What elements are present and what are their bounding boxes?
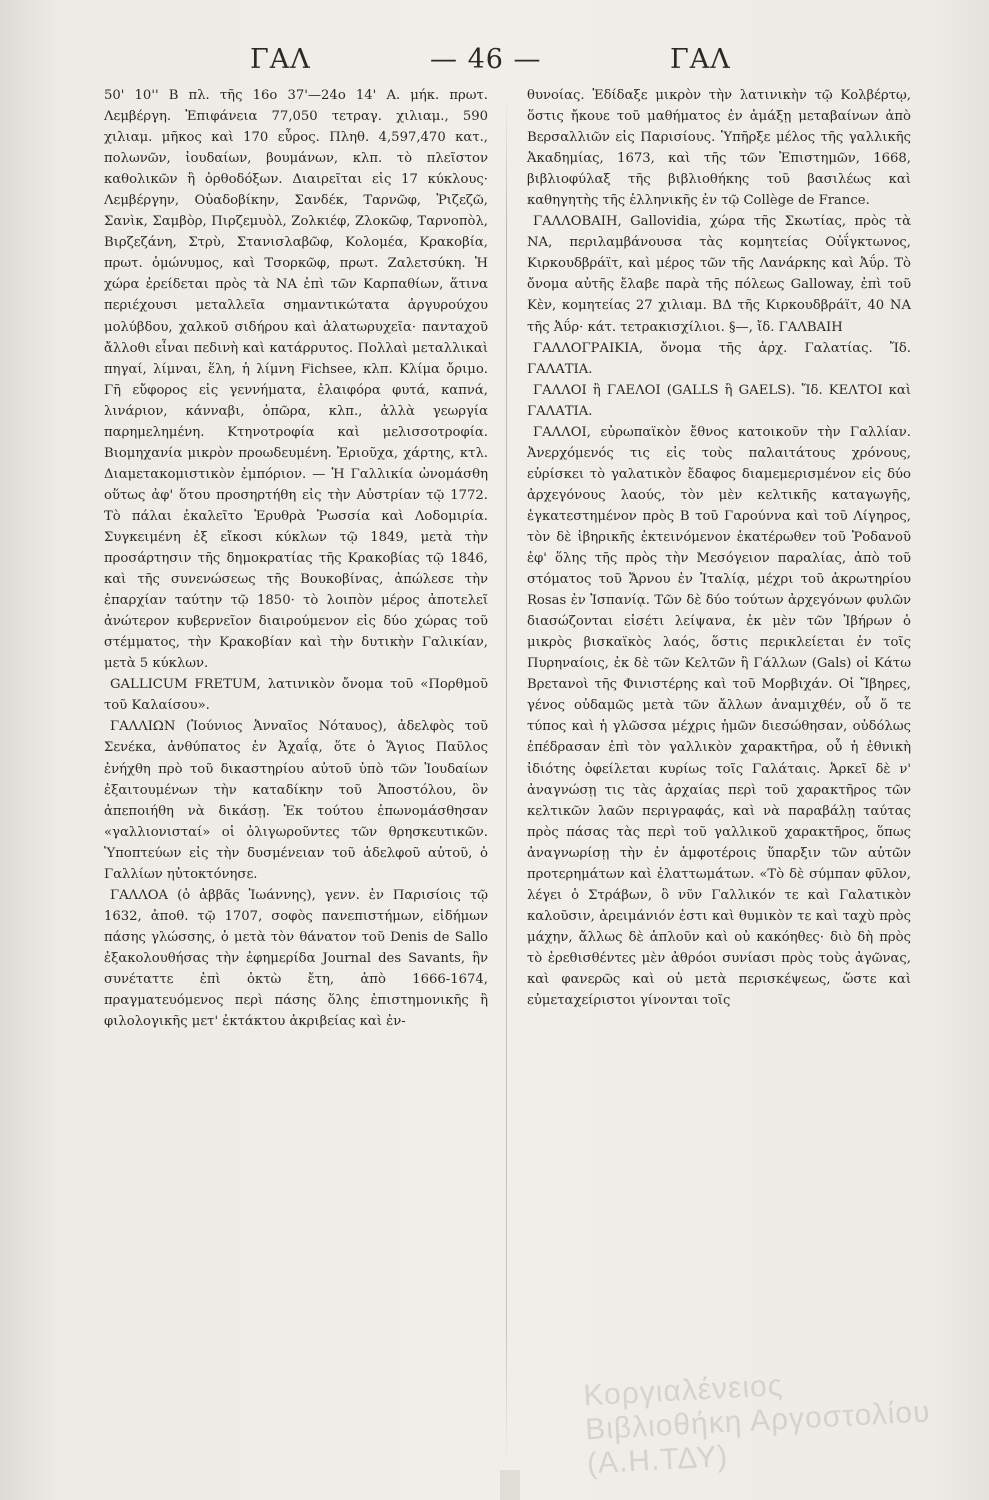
entry-gallograikia: ΓΑΛΛΟΓΡΑΙΚΙΑ, ὄνομα τῆς ἀρχ. Γαλατίας. Ἴδ. ΓΑΛΑΤΙΑ. <box>527 340 911 377</box>
entry-gallovaie: ΓΑΛΛΟΒΑΙΗ, Gallovidia, χώρα τῆς Σκωτίας, πρὸς τὰ ΝΑ, περιλαμβάνουσα τὰς κομητείας Οὐΐγκτωνος, Κιρκουδβράϊτ, καὶ μέρος τῶν τῆς Λανάρκης καὶ Ἀΰρ. Τὸ ὄνομα αὐτῆς ἔλαβε παρὰ τῆς πόλεως Galloway, ἐπὶ τοῦ Κὲν, κομητείας 27 χιλιαμ. ΒΔ τῆς Κιρκουδβράϊτ, 40 ΝΑ τῆς Ἀΰρ· κάτ. τετρακισχίλιοι. §—, ἴδ. ΓΑΛΒΑΙΗ <box>527 214 911 335</box>
entry-galloa: ΓΑΛΛΟΑ (ὁ ἀββᾶς Ἰωάννης), γενν. ἐν Παρισίοις τῷ 1632, ἀποθ. τῷ 1707, σοφὸς πανεπιστήμων, εἰδήμων πάσης γλώσσης, ὁ μετὰ τὸν θάνατον τοῦ Denis de Sallo ἐξακολουθήσας τὴν ἐφημερίδα Journal des Savants, ἣν συνέταττε ἐπὶ ὀκτὼ ἔτη, ἀπὸ 1666-1674, πραγματευόμενος περὶ πάσης ὅλης ἐπιστημονικῆς ἢ φιλολογικῆς μετ' ἐκτάκτου ἀκριβείας καὶ ἐν- <box>104 887 488 1030</box>
entry-continuation-galicia: 50' 10'' Β πλ. τῆς 16ο 37'—24ο 14' Α. μήκ. πρωτ. Λεμβέργη. Ἐπιφάνεια 77,050 τετραγ. χιλιαμ., 590 χιλιαμ. μῆκος καὶ 170 εὖρος. Πληθ. 4,597,470 κατ., πολωνῶν, ἰουδαίων, βουμάνων, κλπ. τὸ πλεῖστον καθολικῶν ἢ ὀρθοδόξων. Διαιρεῖται εἰς 17 κύκλους· Λεμβέργην, Οὐαδοβίκην, Σανδέκ, Ταρνῶφ, Ῥιζεζῶ, Σανὶκ, Σαμβὸρ, Πιρζεμυὸλ, Ζολκιέφ, Ζλοκῶφ, Ταρνοπὸλ, Βιρζεζάνη, Στρὺ, Στανισλαβῶφ, Κολομέα, Κρακοβία, πρωτ. ὁμώνυμος, καὶ Τσορκῶφ, πρωτ. Ζαλετσύκη. Ἡ χώρα ἐρείδεται πρὸς τὰ ΝΑ ἐπὶ τῶν Καρπαθίων, ἅτινα περιέχουσι μεταλλεῖα σημαντικώτατα ἀργυρούχου μολύβδου, χαλκοῦ σιδήρου καὶ ἁλατωρυχεῖα· πανταχοῦ ἄλλοθι εἶναι πεδινὴ καὶ κατάρρυτος. Πολλαὶ μεταλλικαὶ πηγαί, λίμναι, ἕλη, ἡ λίμνη Fichsee, κλπ. Κλίμα ὄριμο. Γῆ εὔφορος εἰς γεννήματα, ἐλαιφόρα φυτά, καπνά, λινάριον, κάνναβι, ὀπῶρα, κλπ., ἀλλὰ γεωργία παρημελημένη. Κτηνοτροφία καὶ μελισσοτροφία. Βιομηχανία μικρὸν προωδευμένη. Ἐριοῦχα, χάρτης, κτλ. Διαμετακομιστικὸν ἐμπόριον. — Ἡ Γαλλικία ὠνομάσθη οὕτως ἀφ' ὅτου προσηρτήθη εἰς τὴν Αὐστρίαν τῷ 1772. Τὸ πάλαι ἐκαλεῖτο Ἐρυθρὰ Ῥωσσία καὶ Λοδομιρία. Συγκειμένη ἐξ εἴκοσι κύκλων τῷ 1849, μετὰ τὴν προσάρτησιν τῆς δημοκρατίας τῆς Κρακοβίας τῷ 1846, καὶ τῆς συνενώσεως τῆς Βουκοβίνας, ἀπώλεσε τὴν ἐπαρχίαν ταύτην τῷ 1850· τὸ λοιπὸν μέρος ἀποτελεῖ ἀνώτερον κυβερνεῖον διαιρούμενον εἰς δύο χώρας τοῦ στέμματος, τὴν Κρακοβίαν καὶ τὴν δυτικὴν Γαλικίαν, μετὰ 5 κύκλων. <box>104 88 488 672</box>
header-left-guideword: ΓΑΛ <box>250 44 311 75</box>
running-header <box>100 44 880 84</box>
header-right-guideword: ΓΑΛ <box>670 44 731 75</box>
entry-continuation-galloa: θυνοίας. Ἐδίδαξε μικρὸν τὴν λατινικὴν τῷ Κολβέρτῳ, ὅστις ἤκουε τοῦ μαθήματος ἐν ἁμάξῃ μεταβαίνων ἀπὸ Βερσαλλιῶν εἰς Παρισίους. Ὑπῆρξε μέλος τῆς γαλλικῆς Ἀκαδημίας, 1673, καὶ τῆς τῶν Ἐπιστημῶν, 1668, βιβλιοφύλαξ τῆς βιβλιοθήκης τοῦ βασιλέως καὶ καθηγητὴς τῆς ἑλληνικῆς ἐν τῷ Collège de France. <box>527 88 911 209</box>
library-watermark: Κοργιαλένειος Βιβλιοθήκη Αργοστολίου (Α.Η.ΤΔΥ) <box>582 1369 932 1481</box>
page-number: — 46 — <box>430 44 542 75</box>
entry-gallion: ΓΑΛΛΙΩΝ (Ἰούνιος Ἀνναῖος Νόταυος), ἀδελφὸς τοῦ Σενέκα, ἀνθύπατος ἐν Ἀχαΐᾳ, ὅτε ὁ Ἅγιος Παῦλος ἐνήχθη πρὸ τοῦ δικαστηρίου αὐτοῦ ὑπὸ τῶν Ἰουδαίων ἐξαιτουμένων τὴν καταδίκην τοῦ Ἀποστόλου, ὃν ἀπεποιήθη νὰ δικάσῃ. Ἐκ τούτου ἐπωνομάσθησαν «γαλλιονισταί» οἱ ὀλιγωροῦντες τῶν θρησκευτικῶν. Ὑποπτεύων εἰς τὴν δυσμένειαν τοῦ ἀδελφοῦ αὐτοῦ, ὁ Γαλλίων ηὐτοκτόνησε. <box>104 719 488 882</box>
left-column <box>104 85 488 1032</box>
binding-shadow <box>500 1470 520 1500</box>
entry-gallicum-fretum: GALLICUM FRETUM, λατινικὸν ὄνομα τοῦ «Πορθμοῦ τοῦ Καλαίσου». <box>104 677 488 714</box>
right-column <box>527 85 911 1011</box>
column-divider <box>506 90 507 1470</box>
entry-galloi-gaeloi: ΓΑΛΛΟΙ ἢ ΓΑΕΛΟΙ (GALLS ἢ GAELS). Ἴδ. ΚΕΛΤΟΙ καὶ ΓΑΛΑΤΙΑ. <box>527 382 911 419</box>
entry-galloi: ΓΑΛΛΟΙ, εὐρωπαϊκὸν ἔθνος κατοικοῦν τὴν Γαλλίαν. Ἀνερχόμενός τις εἰς τοὺς παλαιτάτους χρόνους, εὑρίσκει τὸ γαλατικὸν ἔδαφος διαμεμερισμένον εἰς δύο ἀρχεγόνους λαούς, τὸν μὲν κελτικῆς καταγωγῆς, ἐγκατεστημένον πρὸς Β τοῦ Γαρούννα καὶ τοῦ Λίγηρος, τὸν δὲ ἰβηρικῆς ἐκτεινόμενον ἑκατέρωθεν τοῦ Ῥοδανοῦ ἐφ' ὅλης τῆς πρὸς τὴν Μεσόγειον παραλίας, ἀπὸ τοῦ στόματος τοῦ Ἄρνου ἐν Ἰταλίᾳ, μέχρι τοῦ ἀκρωτηρίου Rosas ἐν Ἱσπανίᾳ. Τῶν δὲ δύο τούτων ἀρχεγόνων φυλῶν διασώζονται εἰσέτι λείψανα, ἐκ μὲν τῶν Ἰβήρων ὁ μικρὸς βισκαϊκὸς λαός, ὅστις περικλείεται ἐν τοῖς Πυρηναίοις, ἐκ δὲ τῶν Κελτῶν ἢ Γάλλων (Gals) οἱ Κάτω Βρετανοὶ τῆς Φινιστέρης καὶ τοῦ Μορβιχάν. Οἱ Ἴβηρες, γένος οὐδαμῶς μετὰ τῶν ἄλλων ἀναμιχθέν, οὗ ὅ τε τύπος καὶ ἡ γλῶσσα μέχρις ἡμῶν διεσώθησαν, οὐδόλως ἐπέδρασαν ἐπὶ τὸν γαλλικὸν χαρακτῆρα, οὗ ἡ ἐθνικὴ ἰδιότης ὀφείλεται κυρίως τοῖς Γαλάταις. Ἀρκεῖ δὲ ν' ἀναγνώσῃ τις τὰς ἀρχαίας περὶ τοῦ χαρακτῆρος τῶν κελτικῶν λαῶν περιγραφάς, καὶ νὰ παραβάλῃ ταύτας πρὸς πάσας τὰς περὶ τοῦ γαλλικοῦ χαρακτῆρος, ὅπως ἀναγνωρίσῃ τὴν ἐν ἀμφοτέροις ὕπαρξιν τῶν αὐτῶν προτερημάτων καὶ ἐλαττωμάτων. «Τὸ δὲ σύμπαν φῦλον, λέγει ὁ Στράβων, ὃ νῦν Γαλλικόν τε καὶ Γαλατικὸν καλοῦσιν, ἀρειμάνιόν ἐστι καὶ θυμικὸν τε καὶ ταχὺ πρὸς μάχην, ἄλλως δὲ ἁπλοῦν καὶ οὐ κακόηθες· διὸ δὴ πρὸς τὸ ἐρεθισθέντες μὲν ἀθρόοι συνίασι πρὸς τοὺς ἀγῶνας, καὶ φανερῶς καὶ οὐ μετὰ περισκέψεως, ὥστε καὶ εὐμεταχείριστοι γίνονται τοῖς <box>527 424 911 1009</box>
